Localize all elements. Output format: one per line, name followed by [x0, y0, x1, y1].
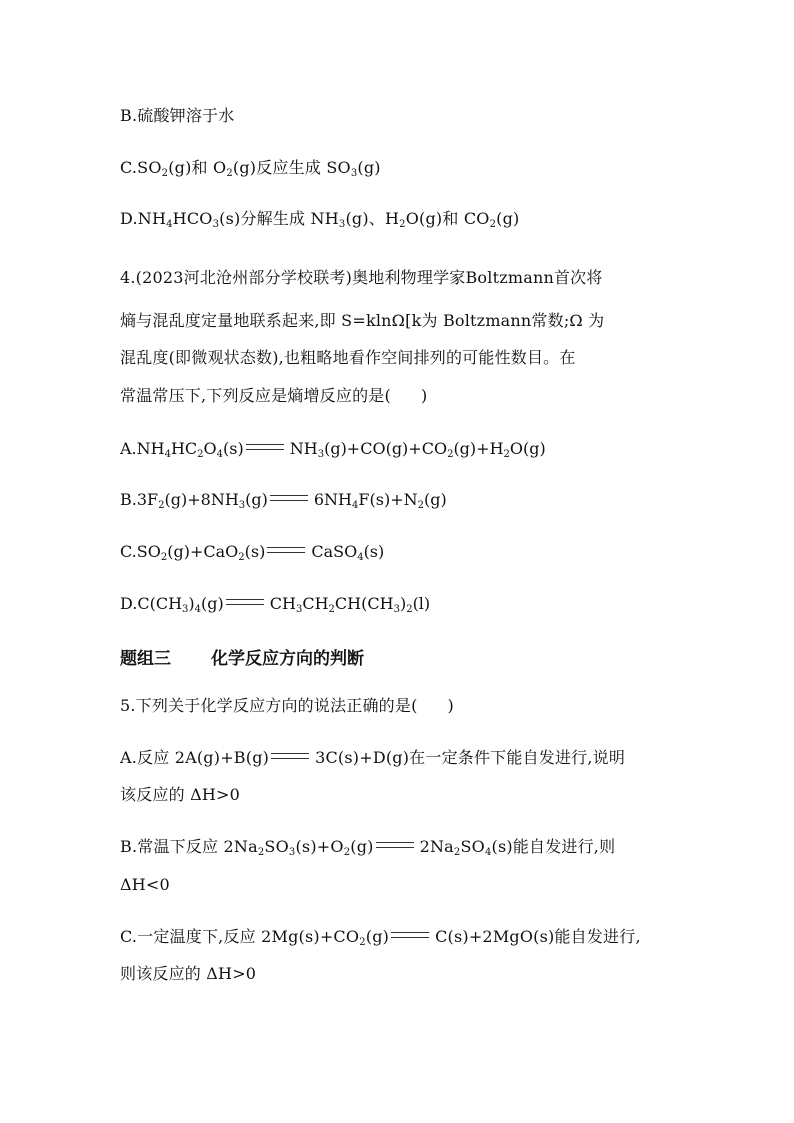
- q5-option-a-line-2: 该反应的 ΔH>0: [120, 785, 240, 804]
- section-heading: 题组三 化学反应方向的判断: [120, 649, 364, 669]
- q4-option-c: $C.SO_2(g)+CaO_2(s)$ CaSO$_4$(s): [120, 542, 385, 563]
- q3-option-d: $D.NH_4HCO_3(s)$分解生成 $NH_3(g)$、$H_2O(g)$和 $CO_2(g)$: [120, 209, 520, 230]
- q5-option-b-line-1: B.常温下反应 $2Na_2SO_3(s)+O_2(g)$ $2Na_2SO_4(s)$能自发进行,则: [120, 837, 616, 858]
- equals-sign: [267, 547, 305, 553]
- q4-option-a: $A.NH_4HC_2O_4(s)$ $NH_3(g)+CO(g)+CO_2(g)+H_2O(g)$: [120, 439, 546, 460]
- q5-option-b-line-2: ΔH<0: [120, 875, 170, 894]
- equals-sign: [246, 444, 284, 450]
- q4-stem-line-1: 4.(2023河北沧州部分学校联考)奥地利物理学家Boltzmann首次将: [120, 268, 603, 287]
- q5-option-a-line-1: A.反应 2A(g)+B(g) 3C(s)+D(g)在一定条件下能自发进行,说明: [120, 748, 626, 767]
- q3-option-c: $C.SO_2(g)$和 $O_2(g)$反应生成 $SO_3(g)$: [120, 158, 381, 179]
- q4-option-d: $D.C(CH_3)_4(g)$ $CH_3CH_2CH(CH_3)_2(l)$: [120, 594, 431, 615]
- q5-stem: 5.下列关于化学反应方向的说法正确的是( ): [120, 696, 454, 715]
- q4-stem-line-3: 混乱度(即微观状态数),也粗略地看作空间排列的可能性数目。在: [120, 348, 576, 367]
- q4-option-b: $B.3F_2(g)+8NH_3(g)$ $6NH_4F(s)+N_2(g)$: [120, 490, 447, 511]
- q3-option-b: B.硫酸钾溶于水: [120, 106, 235, 125]
- equals-sign: [391, 932, 429, 938]
- equals-sign: [376, 842, 414, 848]
- q5-option-c-line-1: C.一定温度下,反应 $2Mg(s)+CO_2(g)$ C(s)+2MgO(s)能自发进行,: [120, 927, 641, 948]
- q5-option-c-line-2: 则该反应的 ΔH>0: [120, 964, 257, 983]
- q4-stem-line-2: 熵与混乱度定量地联系起来,即 S=klnΩ[k为 Boltzmann常数;Ω 为: [120, 311, 605, 330]
- equals-sign: [270, 495, 308, 501]
- equals-sign: [271, 753, 309, 759]
- equals-sign: [226, 599, 264, 605]
- q4-stem-line-4: 常温常压下,下列反应是熵增反应的是( ): [120, 386, 428, 405]
